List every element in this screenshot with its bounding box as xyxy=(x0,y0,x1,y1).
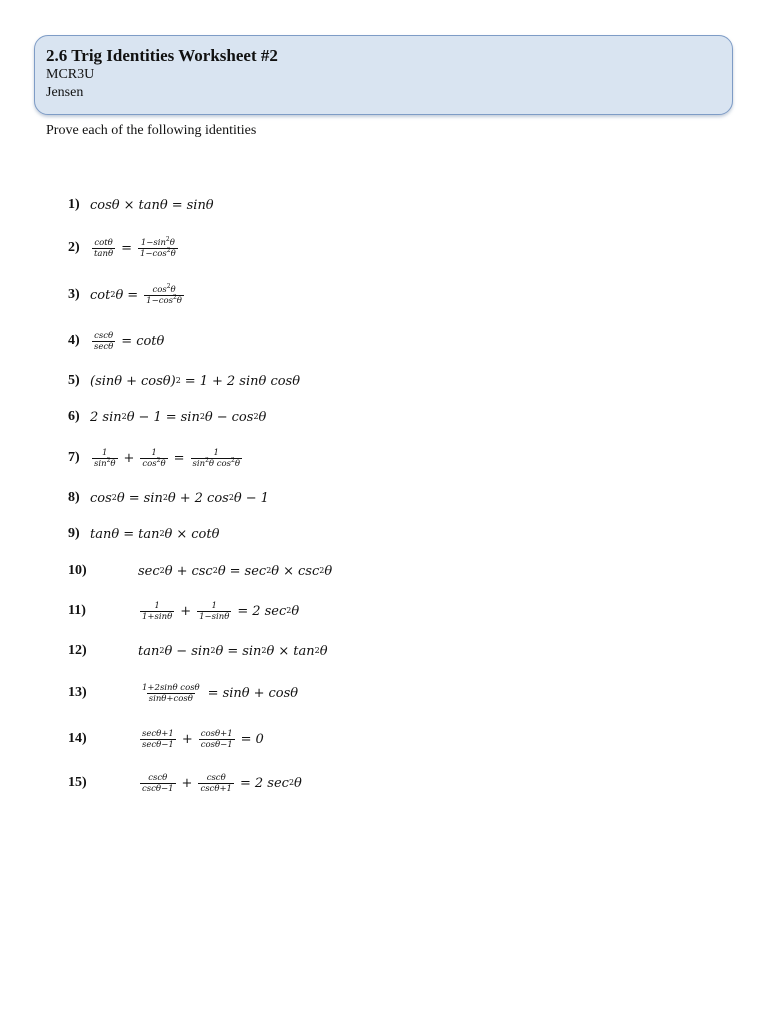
problem-number: 8) xyxy=(68,490,80,505)
problem-number: 11) xyxy=(68,603,86,618)
problem-number: 7) xyxy=(68,450,80,465)
identity-expression: cosθ × tanθ = sinθ xyxy=(90,197,214,213)
problem-8 xyxy=(68,483,269,513)
identity-expression: cot 2 θ = $\frac{\cos^2\theta}{1-\cos^2\theta}$ xyxy=(90,282,182,306)
identity-expression: tan 2 θ − sin 2 θ = sin 2 θ × tan 2 θ xyxy=(138,643,328,659)
problem-5 xyxy=(68,366,300,396)
problem-2 xyxy=(68,233,180,263)
identity-expression: 2 sin 2 θ − 1 = sin 2 θ − cos 2 θ xyxy=(90,409,267,425)
worksheet-title: 2.6 Trig Identities Worksheet #2 xyxy=(46,46,278,65)
problem-10 xyxy=(68,556,332,586)
course-code: MCR3U xyxy=(46,67,95,82)
problem-number: 14) xyxy=(68,731,87,746)
problem-15 xyxy=(68,768,302,798)
problem-6 xyxy=(68,402,266,432)
problem-9 xyxy=(68,519,219,549)
identity-expression: (sinθ + cosθ) 2 = 1 + 2 sinθ cosθ xyxy=(90,373,301,389)
identity-expression: $\frac{1}{1+\sin\theta}$ + $\frac{1}{1-\sin\theta}$ = 2 sec 2 θ xyxy=(142,600,300,622)
identity-expression: tanθ = tan 2 θ × cotθ xyxy=(90,526,220,542)
problem-11 xyxy=(68,596,299,626)
teacher-name: Jensen xyxy=(46,85,84,100)
problem-number: 2) xyxy=(68,240,80,255)
identity-expression: $\frac{\cot\theta}{\tan\theta}$ = $\frac{1-\sin^2\theta}{1-\cos^2\theta}$ xyxy=(94,235,176,259)
problem-4 xyxy=(68,326,164,356)
problem-number: 1) xyxy=(68,197,80,212)
problem-number: 10) xyxy=(68,563,87,578)
problem-14 xyxy=(68,724,264,754)
identity-expression: $\frac{1}{\sin^2\theta}$ + $\frac{1}{\cos^2\theta}$ = $\frac{1}{\sin^2\theta \cos^2\theta}$ xyxy=(94,447,240,469)
problem-number: 5) xyxy=(68,373,80,388)
problem-number: 3) xyxy=(68,287,80,302)
problem-12 xyxy=(68,636,328,666)
identity-expression: $\frac{\csc\theta}{\csc\theta-1}$ + $\frac{\csc\theta}{\csc\theta+1}$ = 2 sec 2 θ xyxy=(142,772,302,794)
identity-expression: sec 2 θ + csc 2 θ = sec 2 θ × csc 2 θ xyxy=(138,563,333,579)
instructions: Prove each of the following identities xyxy=(46,123,257,138)
identity-expression: $\frac{\text{1+2sinθ cosθ}}{\sin\theta+\cos\theta}$ = sinθ + cosθ xyxy=(142,682,299,704)
problem-number: 6) xyxy=(68,409,80,424)
identity-expression: $\frac{\sec\theta+1}{\sec\theta-1}$ + $\frac{\cos\theta+1}{\cos\theta-1}$ = 0 xyxy=(142,728,264,750)
problem-number: 13) xyxy=(68,685,87,700)
problem-number: 9) xyxy=(68,526,80,541)
problem-3 xyxy=(68,280,186,310)
problem-number: 15) xyxy=(68,775,87,790)
identity-expression: cos 2 θ = sin 2 θ + 2 cos 2 θ − 1 xyxy=(90,490,269,506)
identity-expression: $\frac{\csc\theta}{\sec\theta}$ = cotθ xyxy=(94,330,165,352)
problem-number: 12) xyxy=(68,643,87,658)
problem-number: 4) xyxy=(68,333,80,348)
worksheet-header xyxy=(34,35,733,115)
problem-7 xyxy=(68,443,244,473)
problem-13 xyxy=(68,678,298,708)
problem-1 xyxy=(68,190,214,220)
